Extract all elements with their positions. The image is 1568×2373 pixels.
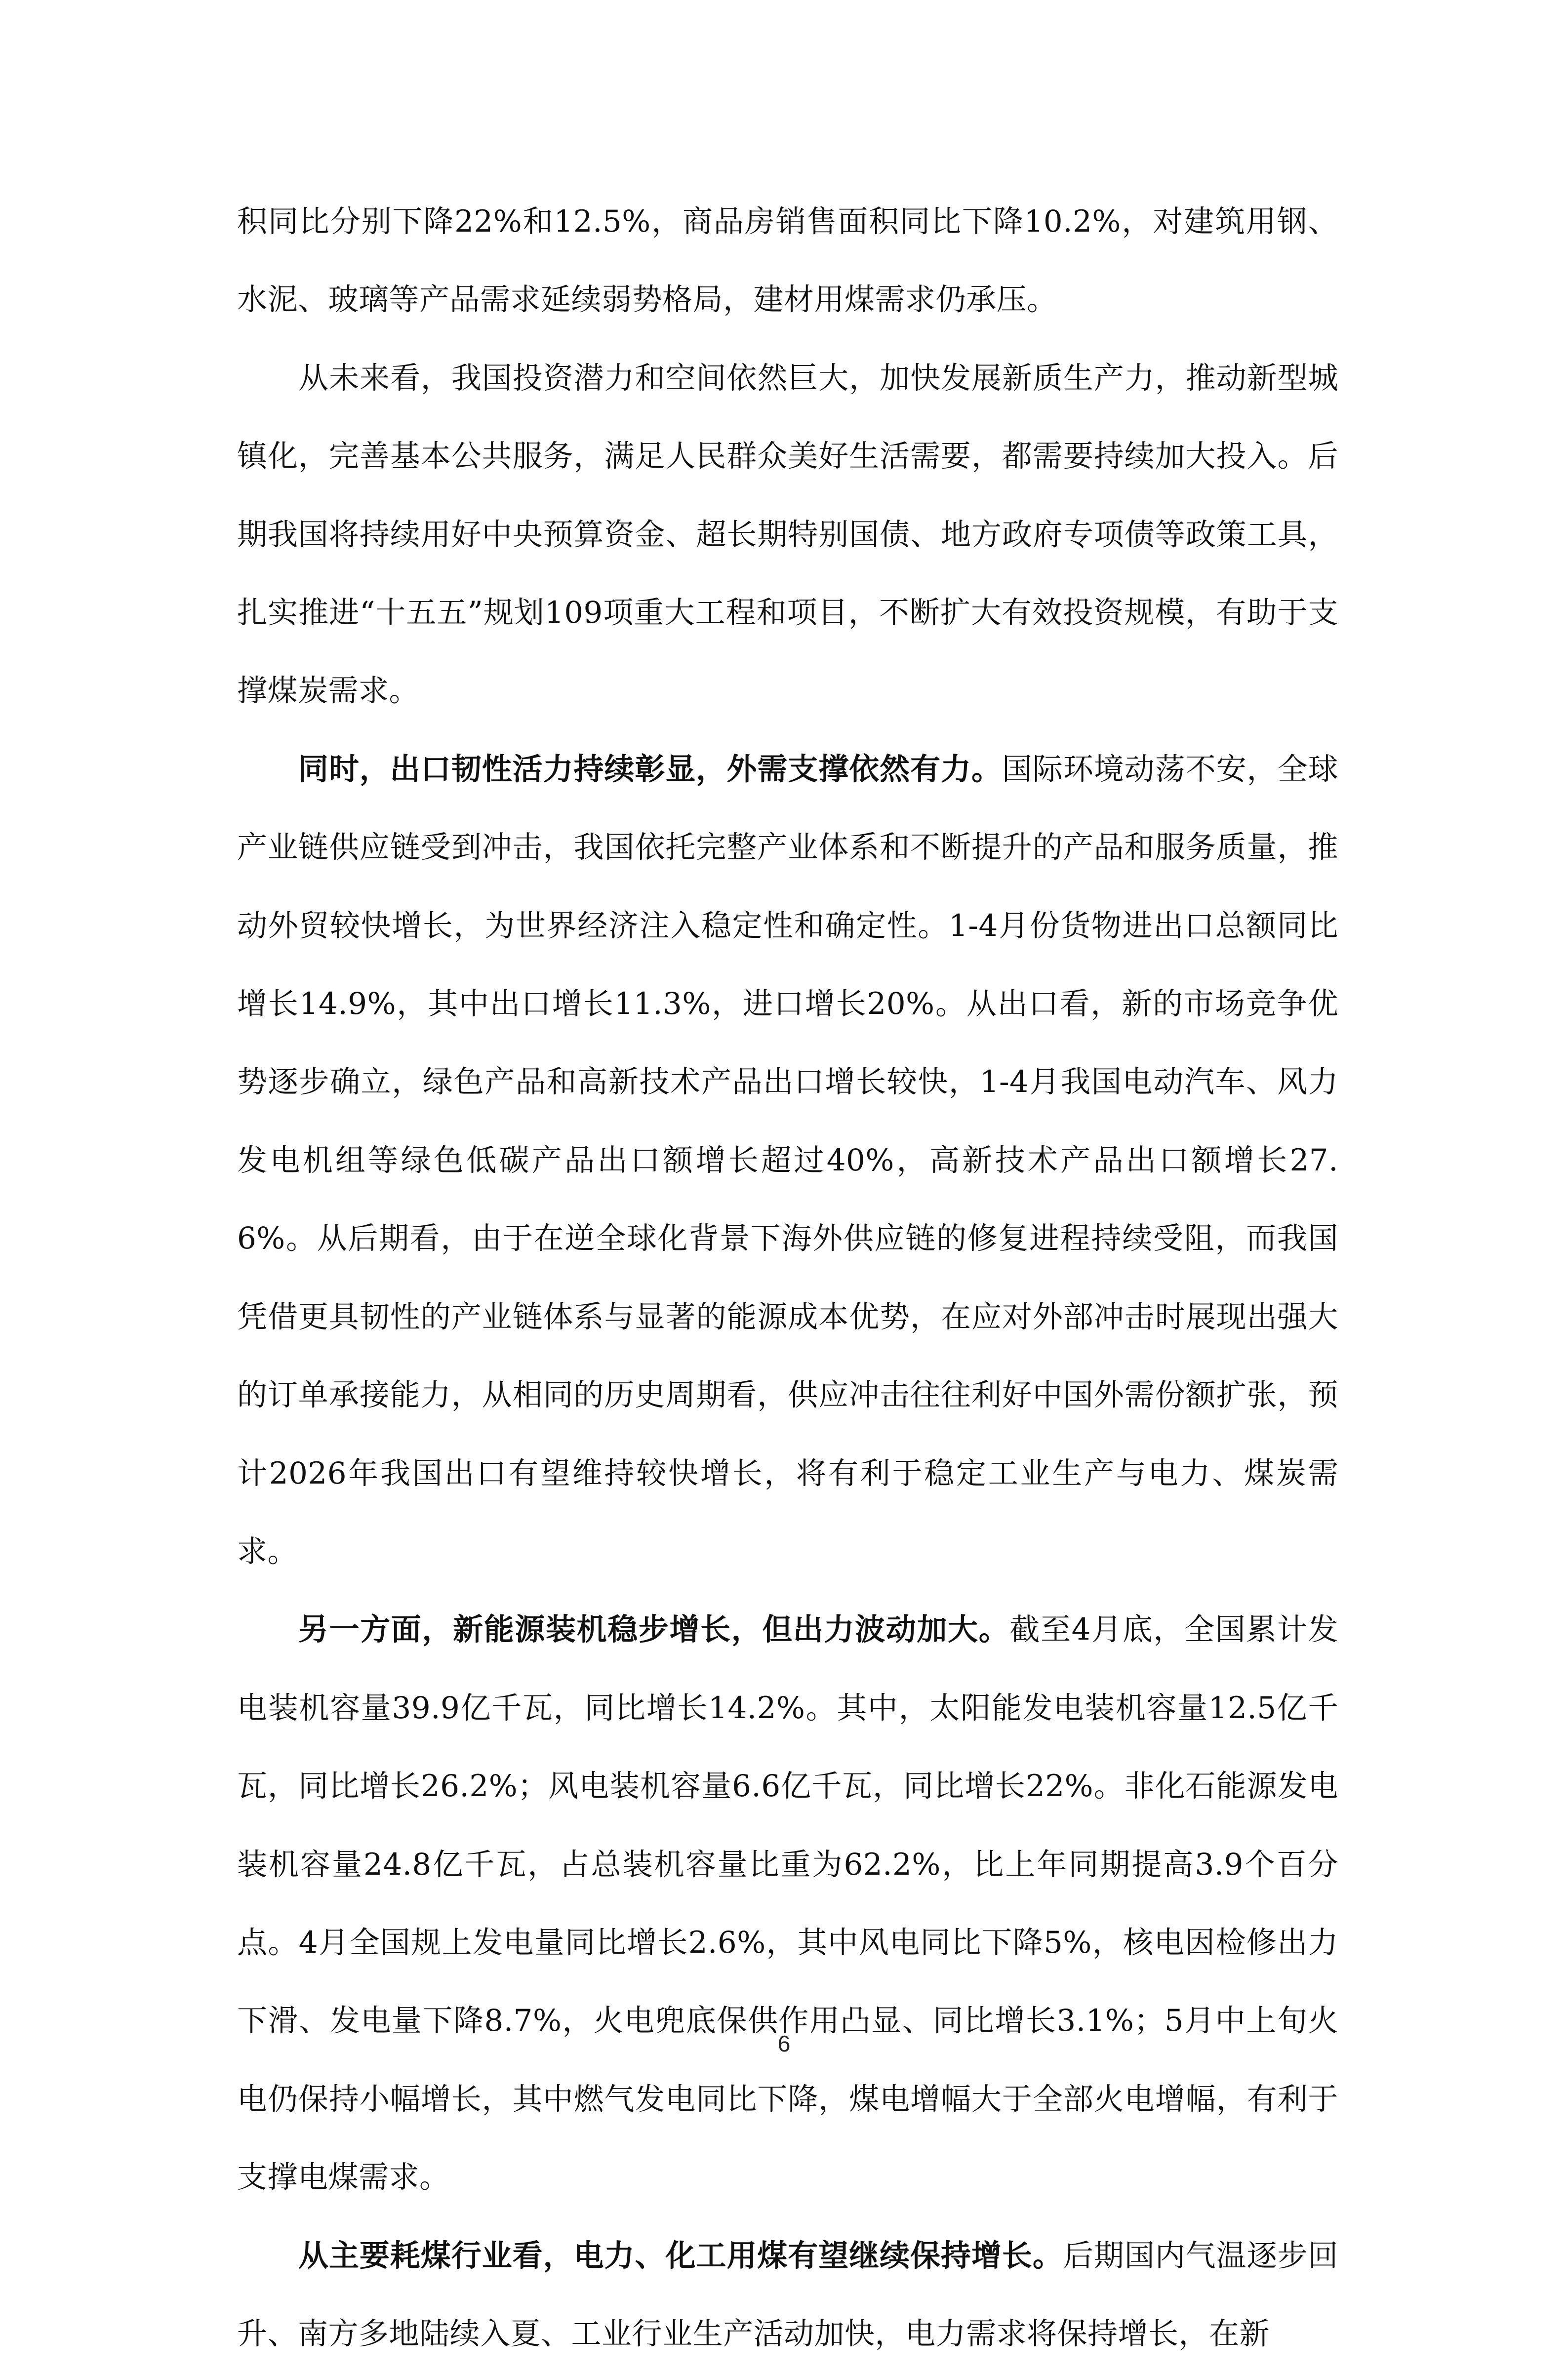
paragraph-text: 后期国内气温逐步回升、南方多地陆续入夏、工业行业生产活动加快，电力需求将保持增长，在新 <box>237 2238 1338 2351</box>
paragraph-lead-sentence: 另一方面，新能源装机稳步增长，但出力波动加大。 <box>298 1612 1010 1648</box>
paragraph-coal-consuming-industries <box>237 2217 1338 2373</box>
paragraph-new-energy-capacity <box>237 1591 1338 2216</box>
paragraph-lead-sentence: 从主要耗煤行业看，电力、化工用煤有望继续保持增长。 <box>298 2238 1063 2273</box>
paragraph-building-materials <box>237 183 1338 339</box>
paragraph-text: 截至4月底，全国累计发电装机容量39.9亿千瓦，同比增长14.2%。其中，太阳能发电装机容量12.5亿千瓦，同比增长26.2%；风电装机容量6.6亿千瓦，同比增长22%。非化石能源发电装机容量24.8亿千瓦，占总装机容量比重为62.2%，比上年同期提高3.9个百分点。4月全国规上发电量同比增长2.6%，其中风电同比下降5%，核电因检修出力下滑、发电量下降8.7%，火电兜底保供作用凸显、同比增长3.1%；5月中上旬火电仍保持小幅增长，其中燃气发电同比下降，煤电增幅大于全部火电增幅，有利于支撑电煤需求。 <box>237 1612 1338 2195</box>
paragraph-lead-sentence: 同时，出口韧性活力持续彰显，外需支撑依然有力。 <box>298 751 1002 787</box>
page-number: 6 <box>777 2031 791 2056</box>
paragraph-export-resilience <box>237 730 1338 1591</box>
paragraph-investment-outlook <box>237 339 1338 730</box>
paragraph-text: 从未来看，我国投资潜力和空间依然巨大，加快发展新质生产力，推动新型城镇化，完善基本公共服务，满足人民群众美好生活需要，都需要持续加大投入。后期我国将持续用好中央预算资金、超长期特别国债、地方政府专项债等政策工具，扎实推进“十五五”规划109项重大工程和项目，不断扩大有效投资规模，有助于支撑煤炭需求。 <box>237 360 1338 709</box>
paragraph-text: 国际环境动荡不安，全球产业链供应链受到冲击，我国依托完整产业体系和不断提升的产品和服务质量，推动外贸较快增长，为世界经济注入稳定性和确定性。1-4月份货物进出口总额同比增长14.9%，其中出口增长11.3%，进口增长20%。从出口看，新的市场竞争优势逐步确立，绿色产品和高新技术产品出口增长较快，1-4月我国电动汽车、风力发电机组等绿色低碳产品出口额增长超过40%，高新技术产品出口额增长27.6%。从后期看，由于在逆全球化背景下海外供应链的修复进程持续受阻，而我国凭借更具韧性的产业链体系与显著的能源成本优势，在应对外部冲击时展现出强大的订单承接能力，从相同的历史周期看，供应冲击往往利好中国外需份额扩张，预计2026年我国出口有望维持较快增长，将有利于稳定工业生产与电力、煤炭需求。 <box>237 751 1338 1569</box>
paragraph-text: 积同比分别下降22%和12.5%，商品房销售面积同比下降10.2%，对建筑用钢、水泥、玻璃等产品需求延续弱势格局，建材用煤需求仍承压。 <box>237 204 1338 318</box>
